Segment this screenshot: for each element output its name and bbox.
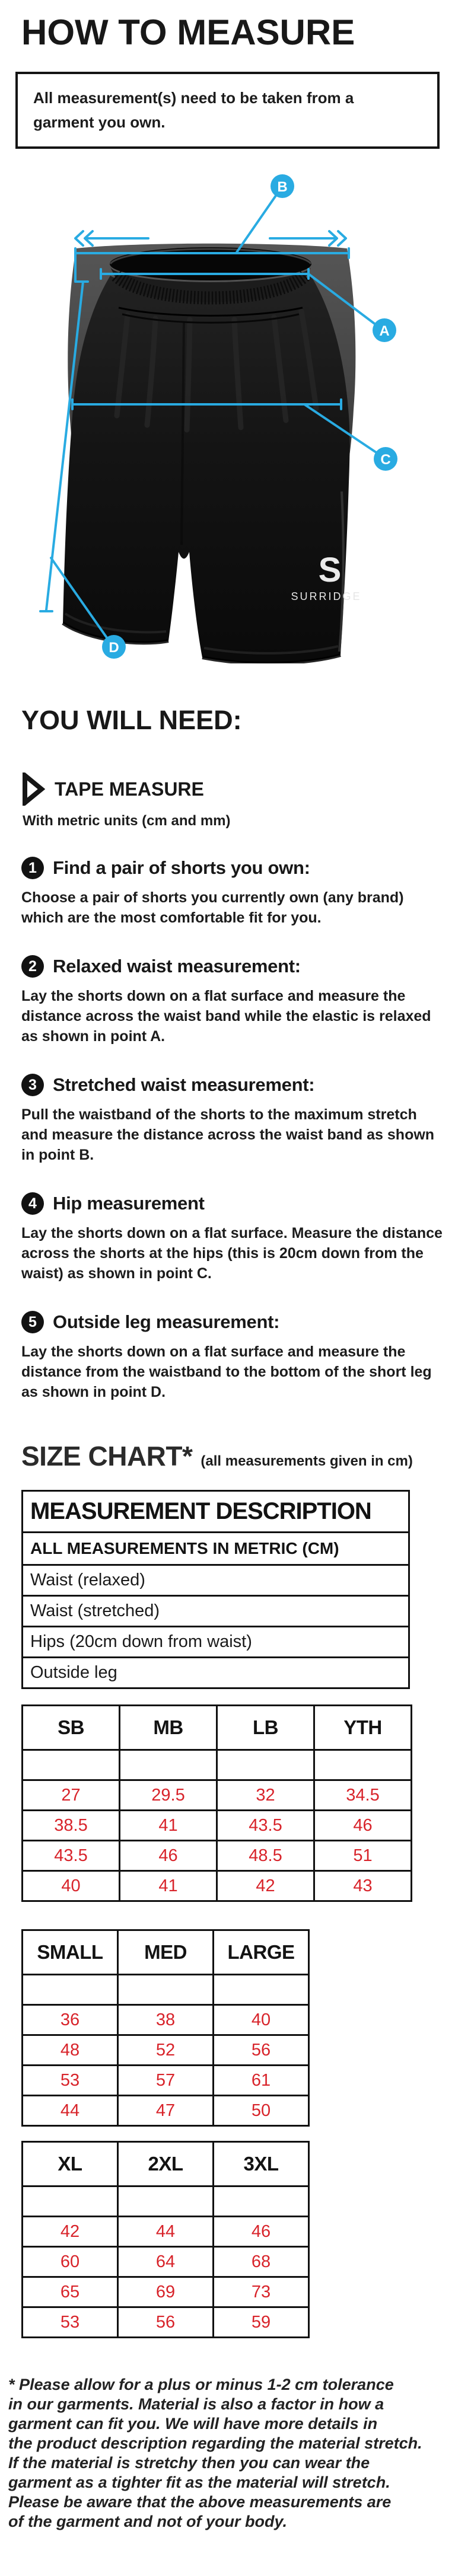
empty-cell <box>23 2186 118 2217</box>
step-body: Lay the shorts down on a flat surface. Measure the distance across the shorts at the hips (this is 20cm down from the waist) as shown in point C. <box>21 1225 443 1282</box>
step-body: Pull the waistband of the shorts to the maximum stretch and measure the distance across the waist band as shown in point B. <box>21 1106 435 1163</box>
size-column-header: 2XL <box>118 2142 214 2186</box>
table-row <box>23 1975 309 2005</box>
size-value-cell: 29.5 <box>120 1780 217 1811</box>
step-number-badge: 3 <box>21 1074 44 1096</box>
you-will-need-heading: YOU WILL NEED: <box>21 705 242 735</box>
empty-cell <box>23 1975 118 2005</box>
disclaimer-line: Please be aware that the above measurements are <box>8 2493 392 2511</box>
step-head <box>21 955 455 978</box>
marker-d <box>102 635 126 659</box>
tolerance-disclaimer <box>8 2375 446 2532</box>
empty-cell <box>214 1975 309 2005</box>
size-value-cell: 32 <box>217 1780 314 1811</box>
step-number-badge: 5 <box>21 1311 44 1333</box>
size-value-cell: 46 <box>120 1841 217 1871</box>
marker-c <box>374 447 397 471</box>
step-number-badge: 1 <box>21 857 44 879</box>
step-body: Lay the shorts down on a flat surface and measure the distance across the waist band while the elastic is relaxed as shown in point A. <box>21 988 431 1045</box>
size-value-cell: 43.5 <box>23 1841 120 1871</box>
size-value-cell: 48.5 <box>217 1841 314 1871</box>
empty-cell <box>217 1750 314 1780</box>
size-tables <box>0 1704 455 2338</box>
tape-measure-label: TAPE MEASURE <box>55 778 204 800</box>
size-column-header: LARGE <box>214 1930 309 1975</box>
note-text: All measurement(s) need to be taken from a garment you own. <box>33 89 354 131</box>
size-value-cell: 42 <box>217 1871 314 1901</box>
empty-cell <box>314 1750 412 1780</box>
size-value-cell: 51 <box>314 1841 412 1871</box>
measure-step <box>21 1074 455 1165</box>
table-row <box>23 2035 309 2066</box>
table-row <box>23 1627 409 1658</box>
table-row <box>23 1533 409 1565</box>
size-value-cell: 61 <box>214 2066 309 2096</box>
measure-step <box>21 955 455 1046</box>
svg-text:D: D <box>109 640 119 656</box>
disclaimer-line: garment as a tighter fit as the material will stretch. <box>8 2473 390 2491</box>
svg-text:B: B <box>277 179 288 195</box>
size-value-cell: 50 <box>214 2096 309 2126</box>
tape-measure-item <box>21 773 455 806</box>
size-chart-title: SIZE CHART* <box>21 1441 193 1471</box>
table-row <box>23 1565 409 1596</box>
empty-cell <box>120 1750 217 1780</box>
size-column-header: SB <box>23 1706 120 1750</box>
size-value-cell: 41 <box>120 1811 217 1841</box>
step-head <box>21 1074 455 1096</box>
size-value-cell: 57 <box>118 2066 214 2096</box>
table-row <box>23 1841 412 1871</box>
table-row <box>23 2277 309 2307</box>
size-value-cell: 38 <box>118 2005 214 2035</box>
size-value-cell: 53 <box>23 2307 118 2338</box>
table-row <box>23 2142 309 2186</box>
disclaimer-line: of the garment and not of your body. <box>8 2513 287 2530</box>
size-value-cell: 56 <box>214 2035 309 2066</box>
table-row <box>23 1780 412 1811</box>
description-table-header: MEASUREMENT DESCRIPTION <box>23 1491 409 1533</box>
table-row <box>23 1930 309 1975</box>
stretch-arrow-icon <box>75 231 346 245</box>
tape-measure-icon <box>21 773 45 806</box>
brand-monogram: S <box>318 551 342 589</box>
size-value-cell: 53 <box>23 2066 118 2096</box>
size-value-cell: 64 <box>118 2247 214 2277</box>
table-row <box>23 1871 412 1901</box>
size-column-header: YTH <box>314 1706 412 1750</box>
step-title: Relaxed waist measurement: <box>53 956 301 976</box>
measure-step <box>21 1311 455 1402</box>
size-value-cell: 36 <box>23 2005 118 2035</box>
table-row <box>23 2186 309 2217</box>
table-row <box>23 1658 409 1688</box>
marker-b <box>271 174 294 198</box>
shorts-measurement-diagram <box>0 159 455 663</box>
empty-cell <box>23 1750 120 1780</box>
size-column-header: XL <box>23 2142 118 2186</box>
description-row-label: Waist (stretched) <box>23 1596 409 1627</box>
empty-cell <box>214 2186 309 2217</box>
size-column-header: SMALL <box>23 1930 118 1975</box>
size-value-cell: 34.5 <box>314 1780 412 1811</box>
table-row <box>23 2307 309 2338</box>
size-column-header: MB <box>120 1706 217 1750</box>
size-value-cell: 43.5 <box>217 1811 314 1841</box>
size-value-cell: 52 <box>118 2035 214 2066</box>
page-title: HOW TO MEASURE <box>21 12 355 52</box>
size-value-cell: 60 <box>23 2247 118 2277</box>
disclaimer-line: If the material is stretchy then you can wear the <box>8 2454 370 2472</box>
table-row <box>23 2217 309 2247</box>
size-value-cell: 73 <box>214 2277 309 2307</box>
size-value-cell: 59 <box>214 2307 309 2338</box>
step-head <box>21 857 455 879</box>
description-row-label: Waist (relaxed) <box>23 1565 409 1596</box>
description-row-label: Outside leg <box>23 1658 409 1688</box>
table-row <box>23 1491 409 1533</box>
size-value-cell: 68 <box>214 2247 309 2277</box>
step-title: Outside leg measurement: <box>53 1311 280 1332</box>
step-body: Choose a pair of shorts you currently own (any brand) which are the most comfortable fit for you. <box>21 889 404 926</box>
size-value-cell: 46 <box>314 1811 412 1841</box>
size-value-cell: 40 <box>214 2005 309 2035</box>
table-row <box>23 1706 412 1750</box>
step-title: Hip measurement <box>53 1193 205 1214</box>
table-row <box>23 2096 309 2126</box>
measure-step <box>21 1192 455 1284</box>
size-value-cell: 48 <box>23 2035 118 2066</box>
marker-a <box>373 318 396 342</box>
size-column-header: LB <box>217 1706 314 1750</box>
step-number-badge: 4 <box>21 1192 44 1215</box>
size-value-cell: 27 <box>23 1780 120 1811</box>
disclaimer-line: in our garments. Material is also a factor in how a <box>8 2395 384 2413</box>
size-value-cell: 69 <box>118 2277 214 2307</box>
empty-cell <box>118 1975 214 2005</box>
empty-cell <box>118 2186 214 2217</box>
disclaimer-line: garment can fit you. We will have more details in <box>8 2415 378 2433</box>
step-title: Find a pair of shorts you own: <box>53 857 310 878</box>
step-body: Lay the shorts down on a flat surface and measure the distance from the waistband to the bottom of the short leg as shown in point D. <box>21 1343 432 1400</box>
brand-name: SURRIDGE <box>291 590 362 602</box>
table-row <box>23 1750 412 1780</box>
size-value-cell: 41 <box>120 1871 217 1901</box>
size-table <box>21 1929 310 2127</box>
table-row <box>23 2247 309 2277</box>
size-value-cell: 46 <box>214 2217 309 2247</box>
size-chart-units-note: (all measurements given in cm) <box>201 1453 413 1469</box>
size-value-cell: 44 <box>118 2217 214 2247</box>
step-head <box>21 1192 455 1215</box>
disclaimer-line: * Please allow for a plus or minus 1-2 cm tolerance <box>8 2376 394 2393</box>
size-value-cell: 44 <box>23 2096 118 2126</box>
svg-text:A: A <box>379 323 390 339</box>
table-row <box>23 2066 309 2096</box>
description-row-label: Hips (20cm down from waist) <box>23 1627 409 1658</box>
table-row <box>23 1811 412 1841</box>
size-value-cell: 43 <box>314 1871 412 1901</box>
size-column-header: MED <box>118 1930 214 1975</box>
table-row <box>23 2005 309 2035</box>
size-value-cell: 56 <box>118 2307 214 2338</box>
description-table-subheader: ALL MEASUREMENTS IN METRIC (CM) <box>23 1533 409 1565</box>
size-value-cell: 65 <box>23 2277 118 2307</box>
size-table <box>21 1704 412 1902</box>
size-table <box>21 2141 310 2338</box>
size-value-cell: 47 <box>118 2096 214 2126</box>
size-value-cell: 40 <box>23 1871 120 1901</box>
size-chart-heading <box>21 1440 455 1472</box>
measure-steps <box>0 857 455 1402</box>
step-head <box>21 1311 455 1333</box>
svg-text:C: C <box>380 452 391 468</box>
disclaimer-line: the product description regarding the material stretch. <box>8 2434 422 2452</box>
measure-step <box>21 857 455 928</box>
measurement-description-table <box>21 1490 410 1689</box>
step-number-badge: 2 <box>21 955 44 978</box>
size-value-cell: 42 <box>23 2217 118 2247</box>
size-column-header: 3XL <box>214 2142 309 2186</box>
table-row <box>23 1596 409 1627</box>
note-box <box>15 72 440 149</box>
size-value-cell: 38.5 <box>23 1811 120 1841</box>
step-title: Stretched waist measurement: <box>53 1074 315 1095</box>
tape-measure-note: With metric units (cm and mm) <box>23 813 231 829</box>
